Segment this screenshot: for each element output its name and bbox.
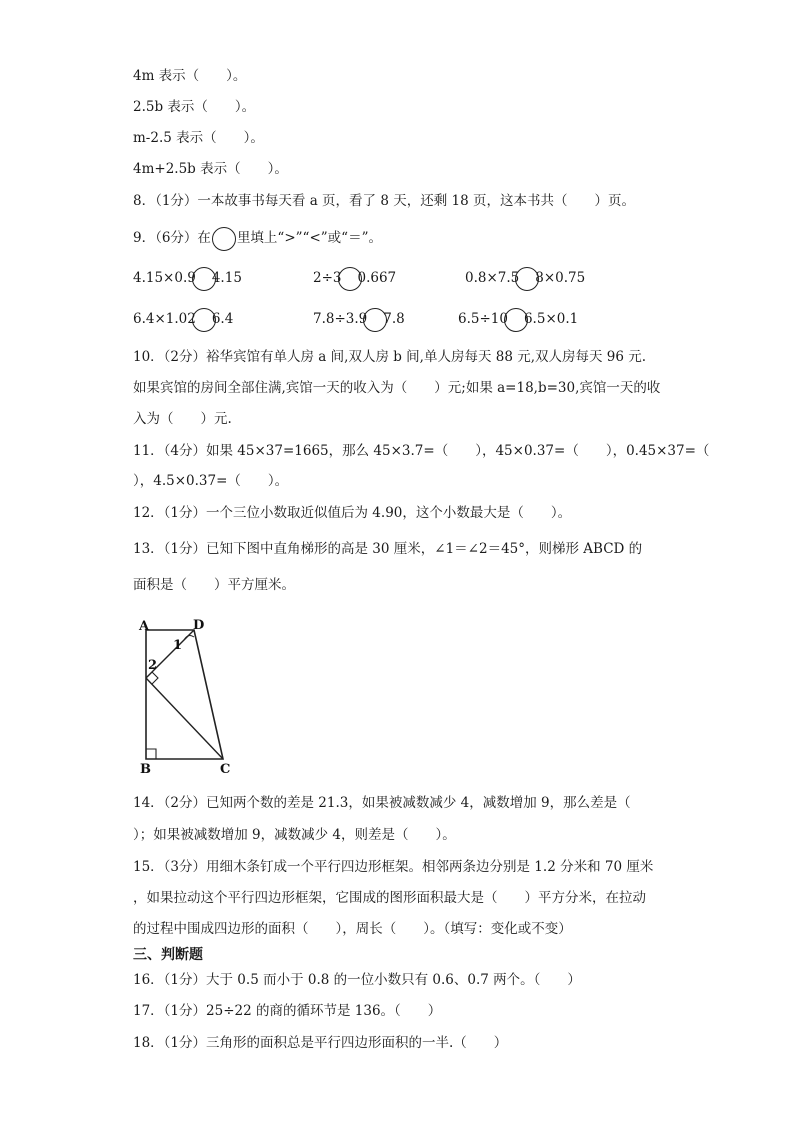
question-13-line-1: 13．（1分）已知下图中直角梯形的高是 30 厘米，∠1＝∠2＝45°，则梯形 ABCD 的 xyxy=(133,541,643,557)
comparison-right: 6.5×0.1 xyxy=(523,311,579,327)
line-4m-2-5b: 4m+2.5b 表示（ ）。 xyxy=(133,161,288,177)
right-angle-mark-left xyxy=(152,672,158,684)
line-m-2-5: m-2.5 表示（ ）。 xyxy=(133,130,264,146)
question-18: 18．（1分）三角形的面积总是平行四边形面积的一半.（ ） xyxy=(133,1035,508,1051)
question-13-line-2: 面积是（ ）平方厘米。 xyxy=(133,577,295,593)
comparison-right: 7.8 xyxy=(383,311,405,327)
question-15-line-3: 的过程中围成四边形的面积（ ），周长（ ）。（填写：变化或不变） xyxy=(133,921,572,937)
question-14-line-2: ）；如果被减数增加 9，减数减少 4，则差是（ ）。 xyxy=(133,827,456,843)
vertex-label-d: D xyxy=(193,618,205,633)
section-heading-judgement: 三、判断题 xyxy=(133,947,203,963)
trapezoid-figure xyxy=(130,615,250,775)
line-4m: 4m 表示（ ）。 xyxy=(133,68,247,84)
question-17: 17．（1分）25÷22 的商的循环节是 136。（ ） xyxy=(133,1003,442,1019)
angle-label-2: 2 xyxy=(148,658,158,673)
comparison-right: 4.15 xyxy=(211,270,242,286)
comparison-left: 2÷3 xyxy=(313,270,342,286)
comparison-right: 6.4 xyxy=(211,311,234,327)
comparison-left: 7.8÷3.9 xyxy=(313,311,368,327)
vertex-label-a: A xyxy=(139,619,150,634)
comparison-5 xyxy=(313,306,405,332)
comparison-left: 6.5÷10 xyxy=(458,311,508,327)
right-angle-mark-b xyxy=(146,749,156,759)
comparison-right: 8×0.75 xyxy=(535,270,586,286)
question-10-line-1: 10．（2分）裕华宾馆有单人房 a 间,双人房 b 间,单人房每天 88 元,双人房每天 96 元. xyxy=(133,349,647,365)
diagonal-left-to-c xyxy=(146,678,223,759)
angle-label-1: 1 xyxy=(173,638,183,653)
vertex-label-c: C xyxy=(220,762,231,775)
question-16: 16．（1分）大于 0.5 而小于 0.8 的一位小数只有 0.6、0.7 两个。（ ） xyxy=(133,972,581,988)
question-10-line-3: 入为（ ）元. xyxy=(133,411,232,427)
comparison-2 xyxy=(313,265,396,291)
question-15-line-2: ，如果拉动这个平行四边形框架，它围成的图形面积最大是（ ）平方分米，在拉动 xyxy=(133,890,646,906)
question-11-line-1: 11．（4分）如果 45×37=1665，那么 45×3.7=（ ），45×0.37=（ ），0.45×37=（ xyxy=(133,443,710,459)
question-10-line-2: 如果宾馆的房间全部住满,宾馆一天的收入为（ ）元;如果 a=18,b=30,宾馆一天的收 xyxy=(133,380,661,396)
comparison-1 xyxy=(133,265,242,291)
question-11-line-2: ），4.5×0.37=（ ）。 xyxy=(133,473,289,489)
comparison-3 xyxy=(465,265,585,291)
question-14-line-1: 14．（2分）已知两个数的差是 21.3，如果被减数减少 4，减数增加 9，那么差是（ xyxy=(133,795,631,811)
comparison-left: 4.15×0.9 xyxy=(133,270,196,286)
comparison-4 xyxy=(133,306,233,332)
question-9-prefix: 9．（6分）在 xyxy=(133,230,211,246)
comparison-6 xyxy=(458,306,578,332)
comparison-right: 0.667 xyxy=(357,270,397,286)
trapezoid-outline xyxy=(146,630,223,759)
question-9-suffix: 里填上“>”“<”或“＝”。 xyxy=(236,230,382,246)
comparison-left: 0.8×7.5 xyxy=(465,270,520,286)
vertex-label-b: B xyxy=(140,762,151,775)
line-2-5b: 2.5b 表示（ ）。 xyxy=(133,99,256,115)
question-8: 8．（1分）一本故事书每天看 a 页，看了 8 天，还剩 18 页，这本书共（ ）页。 xyxy=(133,193,635,209)
question-12: 12．（1分）一个三位小数取近似值后为 4.90，这个小数最大是（ ）。 xyxy=(133,505,572,521)
question-9 xyxy=(133,225,382,251)
question-15-line-1: 15．（3分）用细木条钉成一个平行四边形框架。相邻两条边分别是 1.2 分米和 70 厘米 xyxy=(133,859,654,875)
blank-circle-icon xyxy=(212,227,236,251)
comparison-left: 6.4×1.02 xyxy=(133,311,196,327)
